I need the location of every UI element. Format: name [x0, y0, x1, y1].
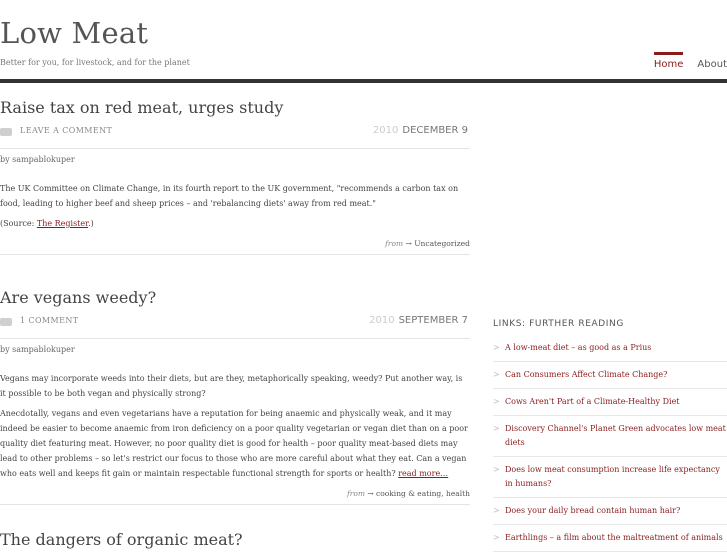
post-paragraph: Vegans may incorporate weeds into their diets, but are they, metaphorically speaking, weedy? Put another way, is it possible to be both vegan and physically strong? [0, 374, 463, 398]
further-reading-link[interactable] [493, 389, 727, 416]
post-meta [0, 125, 470, 143]
post [0, 98, 470, 255]
post-divider [0, 504, 470, 505]
sidebar [493, 319, 727, 552]
paragraph-text: Anecdotally, vegans and even vegetarians have a reputation for being anaemic and physically weak, and it may indeed be easier to become anaemic from iron deficiency on a poor quality vegetarian or vegan diet than on a poor quality diet featuring meat. However, no poor quality diet is good for health – poor quality meat-based diets may lead to other problems – so let's restrict our focus to those who are more careful about what they eat. Can a vegan who eats well and keeps fit gain or maintain respectable functional strength for sports or health? [0, 409, 468, 478]
read-more-link[interactable]: read more… [398, 469, 449, 478]
date-month-day: DECEMBER 9 [402, 125, 468, 136]
chevron-right-icon: > [493, 533, 500, 542]
post-title[interactable]: Are vegans weedy? [0, 288, 157, 307]
post-meta [0, 315, 470, 333]
further-reading-list [493, 335, 727, 552]
comment-link[interactable]: LEAVE A COMMENT [20, 126, 113, 135]
date-year: 2010 [372, 125, 399, 136]
from-label: from [385, 239, 404, 248]
chevron-right-icon: > [493, 370, 500, 379]
link-label[interactable]: Cows Aren't Part of a Climate-Healthy Diet [505, 397, 680, 406]
site-tagline: Better for you, for livestock, and for the planet [0, 58, 190, 67]
link-label[interactable]: Earthlings – a film about the maltreatment of animals [505, 533, 723, 542]
link-label[interactable]: Does low meat consumption increase life expectancy in humans? [505, 465, 720, 488]
divider [0, 338, 470, 339]
post-date [373, 125, 468, 136]
category-link[interactable]: Uncategorized [414, 239, 470, 248]
date-month-day: SEPTEMBER 7 [398, 315, 468, 326]
post [0, 288, 470, 505]
further-reading-link[interactable] [493, 457, 727, 498]
chevron-right-icon: > [493, 424, 500, 433]
post-footer [0, 489, 470, 498]
source-suffix: .) [88, 219, 94, 228]
link-label[interactable]: Does your daily bread contain human hair? [505, 506, 681, 515]
chevron-right-icon: > [493, 465, 500, 474]
further-reading-link[interactable] [493, 416, 727, 457]
source-prefix: (Source: [0, 219, 37, 228]
post-source [0, 216, 470, 231]
date-year: 2010 [369, 315, 395, 326]
further-reading-link[interactable] [493, 525, 727, 552]
post-author: by sampablokuper [0, 155, 75, 164]
further-reading-link[interactable] [493, 362, 727, 389]
nav-item-home[interactable]: Home [654, 52, 684, 70]
further-reading-link[interactable] [493, 335, 727, 362]
link-label[interactable]: Discovery Channel's Planet Green advocates low meat diets [505, 424, 726, 447]
main-nav [640, 52, 727, 70]
post [0, 530, 470, 549]
source-link[interactable]: The Register [36, 219, 89, 228]
chevron-right-icon: > [493, 343, 500, 352]
further-reading-link[interactable] [493, 498, 727, 525]
nav-item-about[interactable]: About [697, 59, 727, 70]
comment-icon [0, 128, 12, 136]
divider [0, 148, 470, 149]
comment-icon [0, 318, 12, 326]
post-paragraph: The UK Committee on Climate Change, in its fourth report to the UK government, "recommends a carbon tax on food, leading to higher beef and sheep prices – and 'rebalancing diets' away from red meat." [0, 184, 459, 208]
arrow-icon: → [367, 489, 374, 498]
link-label[interactable]: Can Consumers Affect Climate Change? [505, 370, 668, 379]
header-divider-bar [0, 79, 727, 83]
post-date [369, 315, 468, 326]
arrow-icon: → [405, 239, 412, 248]
chevron-right-icon: > [493, 397, 500, 406]
post-paragraph [0, 406, 470, 481]
post-footer [0, 239, 470, 248]
link-label[interactable]: A low-meat diet – as good as a Prius [505, 343, 652, 352]
comment-link[interactable]: 1 COMMENT [20, 316, 79, 325]
post-title[interactable]: The dangers of organic meat? [0, 530, 243, 549]
from-label: from [346, 489, 365, 498]
site-title[interactable]: Low Meat [0, 16, 149, 50]
post-divider [0, 254, 470, 255]
post-title[interactable]: Raise tax on red meat, urges study [0, 98, 284, 117]
category-link[interactable]: cooking & eating, health [376, 489, 470, 498]
sidebar-title: LINKS: FURTHER READING [493, 319, 624, 329]
post-author: by sampablokuper [0, 345, 75, 354]
chevron-right-icon: > [493, 506, 500, 515]
